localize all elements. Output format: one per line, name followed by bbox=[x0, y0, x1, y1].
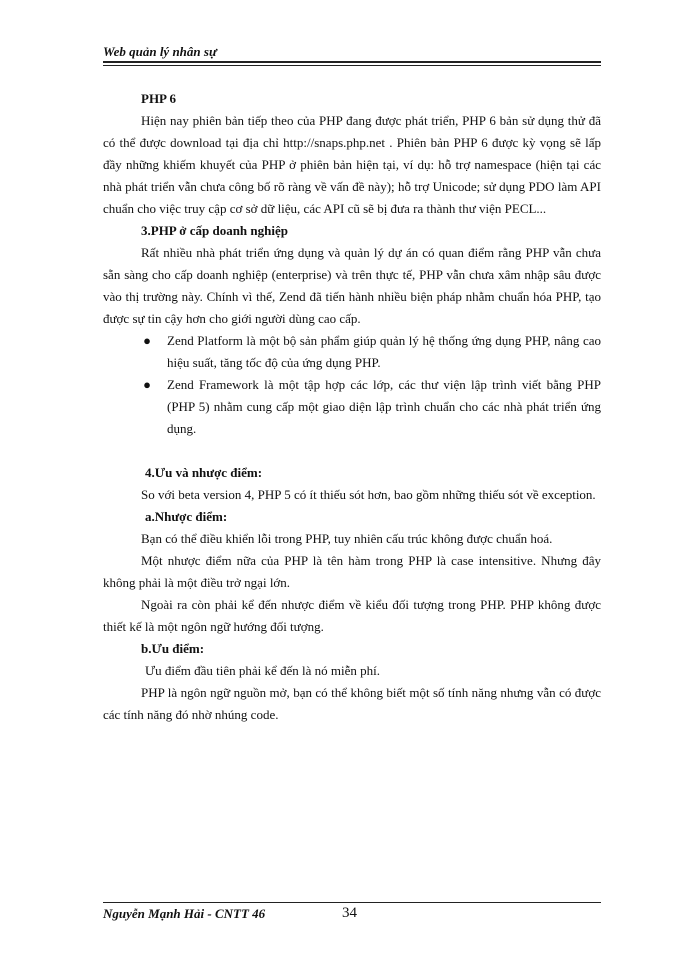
paragraph-pros-1: Ưu điểm đầu tiên phải kể đến là nó miễn phí. bbox=[145, 663, 381, 678]
bullet-icon: ● bbox=[143, 377, 151, 392]
header-rule bbox=[103, 61, 601, 66]
footer-author: Nguyễn Mạnh Hải - CNTT 46 bbox=[103, 906, 266, 921]
footer-rule bbox=[103, 902, 601, 903]
document-body bbox=[103, 88, 601, 726]
bullet-list bbox=[103, 330, 601, 440]
paragraph-cons-1: Bạn có thể điều khiển lỗi trong PHP, tuy nhiên cấu trúc không được chuẩn hoá. bbox=[141, 531, 553, 546]
paragraph-pros-cons: So với beta version 4, PHP 5 có ít thiếu sót hơn, bao gồm những thiếu sót về exception. bbox=[141, 487, 596, 502]
spacer bbox=[103, 440, 601, 462]
list-item bbox=[103, 374, 601, 440]
paragraph-cons-3: Ngoài ra còn phải kể đến nhược điểm về kiểu đối tượng trong PHP. PHP không được thiết kế là một ngôn ngữ hướng đối tượng. bbox=[103, 597, 601, 634]
bullet-icon: ● bbox=[143, 333, 151, 348]
heading-php6: PHP 6 bbox=[141, 91, 177, 106]
list-item-text: Zend Platform là một bộ sản phẩm giúp quản lý hệ thống ứng dụng PHP, nâng cao hiệu suất, tăng tốc độ của ứng dụng PHP. bbox=[167, 333, 601, 370]
paragraph-enterprise: Rất nhiều nhà phát triển ứng dụng và quản lý dự án có quan điểm rằng PHP vẫn chưa sẵn sàng cho cấp doanh nghiệp (enterprise) và trên thực tế, PHP vẫn chưa xâm nhập sâu được vào thị trường này. Chính vì thế, Zend đã tiến hành nhiều biện pháp nhằm chuẩn hóa PHP, tạo được sự tin cậy hơn cho giới người dùng cao cấp. bbox=[103, 245, 601, 326]
paragraph-php6: Hiện nay phiên bản tiếp theo của PHP đang được phát triển, PHP 6 bản sử dụng thử đã có thể được download tại địa chỉ http://snaps.php.net . Phiên bản PHP 6 được kỳ vọng sẽ lấp đầy những khiếm khuyết của PHP ở phiên bản hiện tại, ví dụ: hỗ trợ namespace (hiện tại các nhà phát triển vẫn chưa công bố rõ ràng về vấn đề này); hỗ trợ Unicode; sử dụng PDO làm API chuẩn cho việc truy cập cơ sở dữ liệu, các API cũ sẽ bị đưa ra thành thư viện PECL... bbox=[103, 113, 601, 216]
paragraph-pros-2: PHP là ngôn ngữ nguồn mở, bạn có thể không biết một số tính năng nhưng vẫn có được các tính năng đó nhờ nhúng code. bbox=[103, 685, 601, 722]
paragraph-cons-2: Một nhược điểm nữa của PHP là tên hàm trong PHP là case intensitive. Nhưng đây không phải là một điều trở ngại lớn. bbox=[103, 553, 601, 590]
list-item bbox=[103, 330, 601, 374]
heading-enterprise: 3.PHP ở cấp doanh nghiệp bbox=[141, 223, 288, 238]
page-header-title: Web quản lý nhân sự bbox=[103, 44, 217, 59]
heading-pros-cons: 4.Ưu và nhược điểm: bbox=[145, 465, 263, 480]
list-item-text: Zend Framework là một tập hợp các lớp, các thư viện lập trình viết bằng PHP (PHP 5) nhằm cung cấp một giao diện lập trình chuẩn cho các nhà phát triển ứng dụng. bbox=[167, 377, 601, 436]
page-number: 34 bbox=[342, 905, 357, 921]
heading-cons: a.Nhược điểm: bbox=[145, 509, 228, 524]
heading-pros: b.Ưu điểm: bbox=[141, 641, 205, 656]
